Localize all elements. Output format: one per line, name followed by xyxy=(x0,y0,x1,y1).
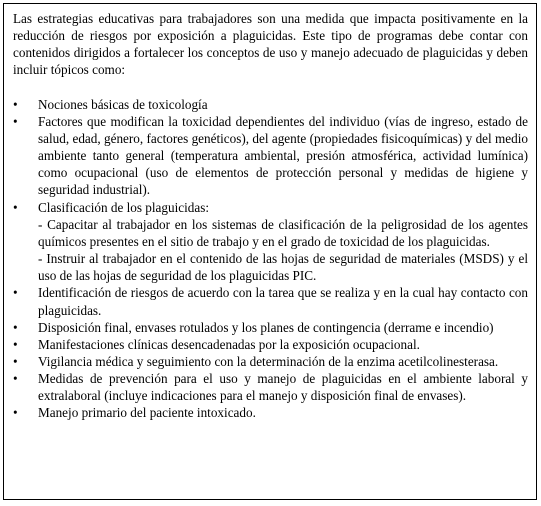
list-subitem-text: - Capacitar al trabajador en los sistemas de clasificación de la peligrosidad de los agentes químicos presentes en el sitio de trabajo y en el grado de toxicidad de los plaguicidas. xyxy=(38,216,528,249)
list-subitem-text: - Instruir al trabajador en el contenido de las hojas de seguridad de materiales (MSDS) y el uso de las hojas de seguridad de los plaguicidas PIC. xyxy=(38,251,528,284)
list-item xyxy=(13,404,528,421)
list-item-text: Identificación de riesgos de acuerdo con la tarea que se realiza y en la cual hay contacto con plaguicidas. xyxy=(38,285,528,318)
list-item-text: Vigilancia médica y seguimiento con la determinación de la enzima acetilcolinesterasa. xyxy=(38,353,499,369)
topics-list xyxy=(13,96,528,422)
document-box xyxy=(3,3,537,500)
list-item xyxy=(13,284,528,318)
list-item-text: Clasificación de los plaguicidas: xyxy=(38,199,210,215)
bullet-icon: • xyxy=(13,371,18,387)
bullet-icon: • xyxy=(13,96,18,112)
list-item xyxy=(13,370,528,404)
list-item-text: Disposición final, envases rotulados y los planes de contingencia (derrame e incendio) xyxy=(38,319,494,335)
list-item xyxy=(13,113,528,199)
list-item xyxy=(13,319,528,336)
bullet-icon: • xyxy=(13,199,18,215)
bullet-icon: • xyxy=(13,319,18,335)
bullet-icon: • xyxy=(13,405,18,421)
bullet-icon: • xyxy=(13,353,18,369)
list-item xyxy=(13,353,528,370)
list-item-text: Nociones básicas de toxicología xyxy=(38,96,208,112)
paragraph-spacer xyxy=(13,79,528,96)
bullet-icon: • xyxy=(13,285,18,301)
list-item-text: Manifestaciones clínicas desencadenadas por la exposición ocupacional. xyxy=(38,336,420,352)
list-item xyxy=(13,96,528,113)
list-item-text: Factores que modifican la toxicidad dependientes del individuo (vías de ingreso, estado de salud, edad, género, factores genéticos), del agente (propiedades fisicoquímicas) y del medio ambiente tanto general (temperatura ambiental, presión atmosférica, actividad lumínica) como ocupacional (uso de elementos de protección personal y medidas de higiene y seguridad industrial). xyxy=(38,113,528,198)
bullet-icon: • xyxy=(13,113,18,129)
list-item-text: Medidas de prevención para el uso y manejo de plaguicidas en el ambiente laboral y extralaboral (incluye indicaciones para el manejo y disposición final de envases). xyxy=(38,371,528,404)
list-item-text: Manejo primario del paciente intoxicado. xyxy=(38,405,256,421)
list-item xyxy=(13,199,528,285)
intro-paragraph: Las estrategias educativas para trabajadores son una medida que impacta positivamente en la reducción de riesgos por exposición a plaguicidas. Este tipo de programas debe contar con contenidos dirigidos a fortalecer los conceptos de uso y manejo adecuado de plaguicidas y deben incluir tópicos como: xyxy=(13,11,528,78)
list-item xyxy=(13,336,528,353)
bullet-icon: • xyxy=(13,336,18,352)
